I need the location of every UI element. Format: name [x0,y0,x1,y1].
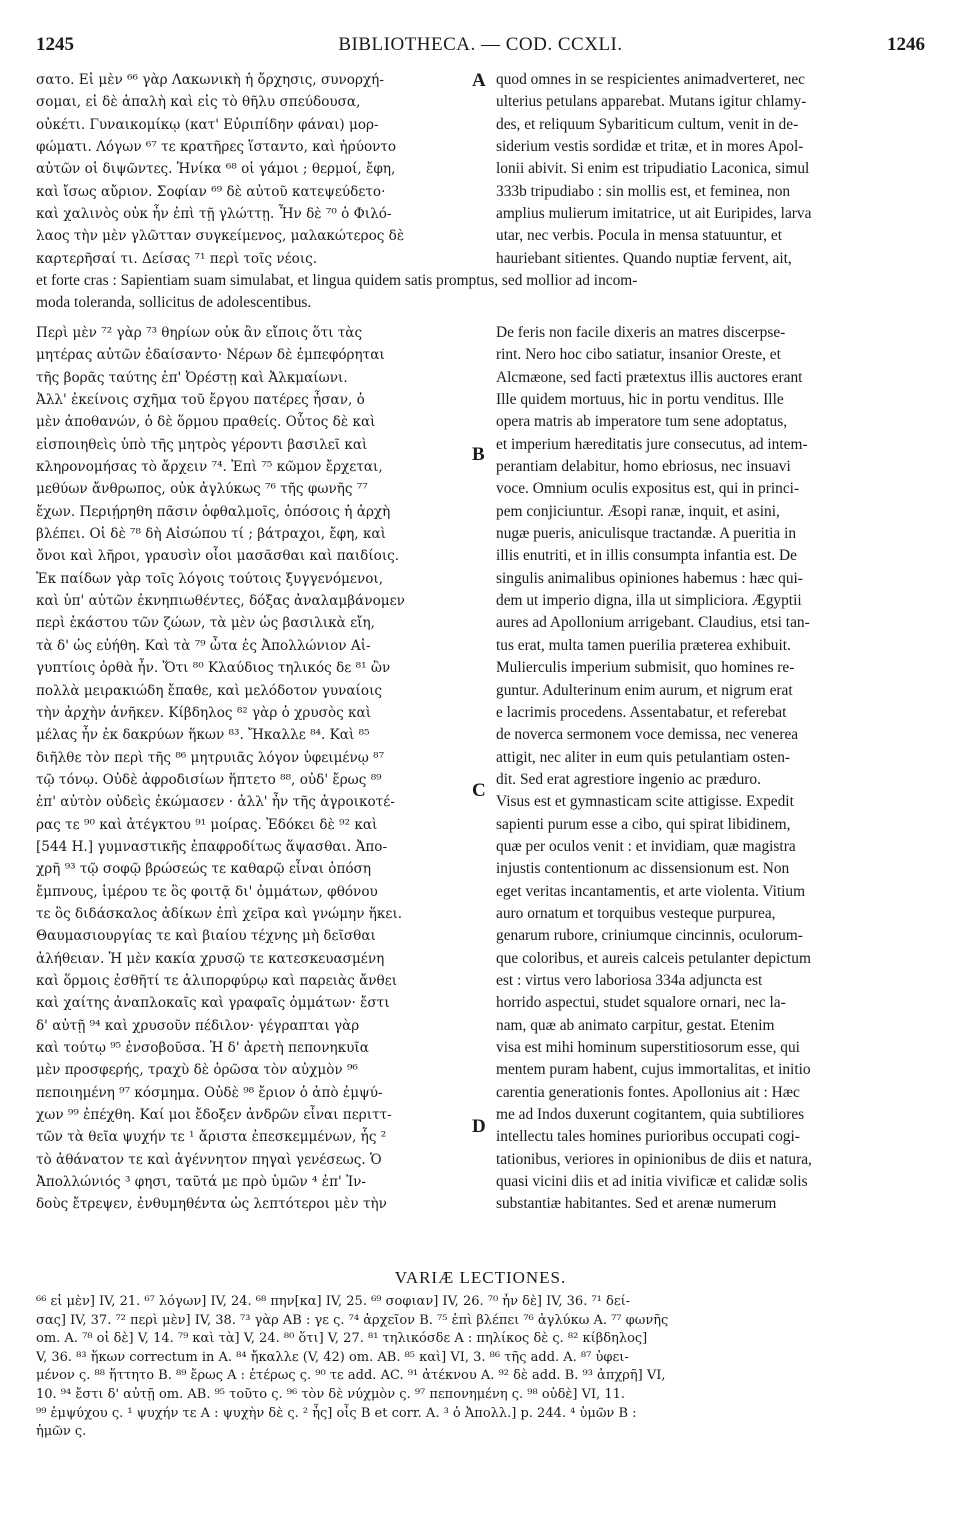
greek-text-line: τὴν ἀρχὴν ἀνῆκεν. Κίβδηλος ⁸² γὰρ ὁ χρυσὸς καὶ [36,704,372,721]
running-title: BIBLIOTHECA. — COD. CCXLI. [338,34,623,55]
latin-text-line: utar, nec verbis. Pocula in mensa statuuntur, et [496,227,782,245]
page-number-left: 1245 [36,34,74,55]
greek-text-line: ἔμπνους, ἱμέρου τε ὃς φοιτᾷ δι' ὀμμάτων, φθόνου [36,883,378,900]
latin-text-line: horrido aspectui, studet squalore ornari, nec la- [496,994,786,1012]
greek-text-line: καρτερῆσαί τι. Δείσας ⁷¹ περὶ τοῖς νέοις. [36,250,318,267]
greek-text-line: περὶ ἑκάστου τῶν ζώων, τὰ μὲν ὡς βασιλικὰ εἴη, [36,615,375,632]
variant-note-line: 10. ⁹⁴ ἔστι δ' αὐτῇ om. AB. ⁹⁵ τοῦτο ς. ⁹⁶ τὸν δὲ νύχμὸν ς. ⁹⁷ πεπονημένη ς. ⁹⁸ οὐδὲ] VI, 11. [36,1386,626,1402]
latin-text-line: Mulierculis imperium submisit, quo homines re- [496,659,795,677]
latin-text-line: substantiæ habitantes. Sed et arenæ numerum [496,1195,777,1213]
greek-text-line: μέλας ἦν ἐκ δακρύων ἥκων ⁸³. Ἤκαλλε ⁸⁴. Καὶ ⁸⁵ [36,727,370,744]
latin-text-line: de noverca sermonem voce demissa, nec venerea [496,726,799,744]
greek-text-line: οὐκέτι. Γυναικομίκῳ (κατ' Εὐριπίδην φάναι) μορ- [36,116,379,133]
latin-text-line: aures ad Apollonium arrigebant. Claudius, etsi tan- [496,614,810,632]
latin-text-line: visa est mihi hominum superstitiosorum esse, qui [496,1039,800,1056]
latin-text-line: ulterius petulans apparebat. Mutans igitur chlamy- [496,93,807,111]
greek-text-line: διῆλθε τὸν περὶ τῆς ⁸⁶ μητρυιᾶς λόγον ὑφειμένῳ ⁸⁷ [36,749,385,766]
greek-text-line: τῶν τὰ θεῖα ψυχήν τε ¹ ἄριστα ἐπεσκεμμένων, ἧς ² [36,1129,387,1146]
greek-text-line: καὶ χαίτης ἀναπλοκαῖς καὶ γραφαῖς ὀμμάτων· ἔστι [36,995,390,1012]
latin-text-line: moda toleranda, sollicitus de adolescentibus. [36,294,312,312]
greek-text-line: φώματι. Λόγων ⁶⁷ τε κρατῆρες ἵσταντο, καὶ ἠρύοντο [36,139,397,156]
greek-text-line: τὰ δ' ὡς εὐήθη. Καὶ τὰ ⁷⁹ ὦτα ἐς Ἀπολλώνιον Αἰ- [36,637,371,654]
greek-text-line: καὶ χαλινὸς οὐκ ἦν ἐπὶ τῇ γλώττῃ. Ἦν δὲ ⁷⁰ ὁ Φιλό- [36,206,392,223]
latin-text-line: amplius mulierum imitatrice, ut ait Euripides, larva [496,205,812,223]
greek-text-line: Θαυμασιουργίας τε καὶ βιαίου τέχνης μὴ δεῖσθαι [36,928,376,945]
greek-text-line: Ἐκ παίδων γὰρ τοῖς λόγοις τούτοις ξυγγενόμενοι, [36,570,384,587]
latin-text-line: De feris non facile dixeris an matres discerpse- [496,324,786,341]
latin-text-line: nugæ pueris, aniculisque tractandæ. A pueritia in [496,525,797,543]
latin-text-line: Visus est et gymnasticam scite attigisse. Expedit [496,793,794,811]
greek-text-line: τῷ τόνῳ. Οὐδὲ ἀφροδισίων ἥπτετο ⁸⁸, οὐδ' ἔρως ⁸⁹ [36,771,382,788]
greek-text-line: γυπτίοις ὀρθὰ ἦν. Ὅτι ⁸⁰ Κλαύδιος τηλικός δε ⁸¹ ὢν [36,660,391,677]
latin-text-line: est : virtus vero laboriosa 334a adjuncta est [496,971,763,989]
variant-note-line: ἡμῶν ς. [36,1424,87,1440]
latin-full-width-lines [36,270,926,315]
margin-mark-b: B [472,444,485,465]
latin-text-line: me ad Indos duxerunt cogitantem, quia subtiliores [496,1106,805,1124]
variant-note-line: V, 36. ⁸³ ἥκων correctum in A. ⁸⁴ ἤκαλλε (V, 42) om. AB. ⁸⁵ καὶ] VI, 3. ⁸⁶ τῆς add. A. ⁸⁷ ὑφει- [36,1349,629,1365]
greek-text-line: τῆς βορᾶς ταύτης ἐπ' Ὀρέστῃ καὶ Ἀλκμαίωνι. [36,369,348,386]
latin-column-block-1 [496,69,926,270]
latin-text-line: singulis animalibus opiniones habemus : hæc qui- [496,569,803,587]
latin-text-line: dem ut imperio digna, illa ut simpliciora. Ægyptii [496,592,802,610]
variant-note-line: om. A. ⁷⁸ οἱ δὲ] V, 14. ⁷⁹ καὶ τὰ] V, 24. ⁸⁰ ὅτι] V, 27. ⁸¹ τηλικόσδε A : πηλίκος δὲ ς. ⁸² κίβδηλος] [36,1331,648,1347]
greek-text-line: κληρονομήσας τὸ ἄρχειν ⁷⁴. Ἐπὶ ⁷⁵ κῶμον ἔρχεται, [36,459,383,476]
latin-column-block-2 [496,322,926,1216]
greek-text-line: χων ⁹⁹ ἐπέχθη. Καί μοι ἔδοξεν ἀνδρῶν εἶναι περιττ- [36,1107,392,1124]
latin-text-line: Alcmæone, sed facti prætextus illis auctores erant [496,368,803,386]
latin-text-line: et imperium hæreditatis jure consecutus, ad intem- [496,435,808,453]
greek-text-line: Περὶ μὲν ⁷² γὰρ ⁷³ θηρίων οὐκ ἂν εἴποις ὅτι τὰς [36,325,363,341]
greek-text-line: καὶ ὑπ' αὐτῶν ἐκνηπιωθέντες, δόξας ἀναλαμβάνομεν [36,593,405,610]
latin-text-line: que coloribus, et aureis calceis petulanter depictum [496,949,811,967]
greek-text-line: ἀλήθειαν. Ἡ μὲν κακία χρυσῷ τε κατεσκευασμένη [36,950,385,967]
greek-text-line: Ἀλλ' ἐκείνοις σχῆμα τοῦ ἔργου πατέρες ἦσαν, ὁ [36,392,365,409]
latin-text-line: pem conjiciuntur. Æsopi ranæ, inquit, et asini, [496,502,780,520]
latin-text-line: genarum rubore, criniumque cincinnis, oculorum- [496,927,803,945]
greek-text-line: μὲν προσφερής, τραχὺ δὲ ὁρῶσα τὸν αὐχμὸν ⁹⁶ [36,1062,358,1079]
greek-text-line: ὄνοι καὶ λῆροι, γραυσὶν οἷοι μασᾶσθαι καὶ παιδίοις. [36,548,400,565]
margin-mark-d: D [472,1116,486,1137]
latin-text-line: opera matris ab imperatore tum sene adoptatus, [496,413,788,431]
greek-text-line: ἔχων. Περιῄρηθη πᾶσιν ὀφθαλμοῖς, ὁπόσοις ἡ ἀρχὴ [36,503,391,520]
margin-mark-c: C [472,780,486,801]
latin-text-line: quod omnes in se respicientes animadverteret, nec [496,71,805,88]
variae-lectiones-title: VARIÆ LECTIONES. [394,1268,567,1287]
greek-text-line: δ' αὐτῇ ⁹⁴ καὶ χρυσοῦν πέδιλον· γέγραπται γὰρ [36,1017,360,1034]
variant-note-line: μένον ς. ⁸⁸ ἥττητο B. ⁸⁹ ἔρως A : ἑτέρως ς. ⁹⁰ τε add. AC. ⁹¹ ἀτέκνου A. ⁹² δὲ add. B. ⁹³ ἀπχρῆ] VI, [36,1368,666,1384]
greek-text-line: βλέπει. Οἱ δὲ ⁷⁸ δὴ Αἰσώπου τί ; βάτραχοι, ἔφη, καὶ [36,526,386,543]
greek-text-line: καὶ ὅρμοις ἐσθῆτί τε ἁλιπορφύρῳ καὶ παρειὰς ἄνθει [36,972,398,989]
greek-column-block-2 [36,322,468,1216]
latin-text-line: intellectu tales homines purioribus occupati cogi- [496,1128,800,1146]
running-header [36,34,925,58]
latin-text-line: voce. Omnium oculis expositus est, qui in princi- [496,480,800,498]
latin-text-line: lonii abivit. Si enim est tripudiatio Laconica, simul [496,160,810,178]
latin-text-line: des, et reliquum Sybariticum cultum, venit in de- [496,115,799,133]
latin-text-line: perantiam delabitur, homo ebriosus, nec insuavi [496,458,791,476]
latin-text-line: et forte cras : Sapientiam suam simulabat, et lingua quidem satis promptus, sed mollior ad incom- [36,272,638,289]
greek-text-line: καὶ ἴσως αὔριον. Σοφίαν ⁶⁹ δὲ αὐτοῦ κατεψεύδετο· [36,183,386,200]
margin-mark-a: A [472,70,486,91]
latin-text-line: guntur. Adulterinum enim aurum, et nigrum erat [496,681,793,699]
greek-text-line: μεθύων ἄνθρωπος, οὐκ ἀγλύκως ⁷⁶ τῆς φωνῆς ⁷⁷ [36,481,368,498]
latin-text-line: carentia generationis fontes. Apollonius ait : Hæc [496,1083,800,1101]
variant-note-line: ⁶⁶ εἰ μὲν] IV, 21. ⁶⁷ λόγων] IV, 24. ⁶⁸ πην[κα] IV, 25. ⁶⁹ σοφιαν] IV, 26. ⁷⁰ ἦν δὲ] IV, 36. ⁷¹ δεί- [36,1294,631,1309]
greek-text-line: πεποιημένη ⁹⁷ κόσμημα. Οὐδὲ ⁹⁸ ἔριον ὁ ἀπὸ ἐμψύ- [36,1084,383,1101]
latin-text-line: eget veritas incantamentis, et arte violenta. Vitium [496,882,806,900]
latin-text-line: 333b tripudiabo : sin mollis est, et feminea, non [496,182,791,200]
latin-text-line: quæ per oculos venit : et invidiam, quæ magistra [496,837,796,855]
greek-text-line: καὶ τούτῳ ⁹⁵ ἐνσοβοῦσα. Ἡ δ' ἀρετὴ πεπονηκυῖα [36,1040,369,1056]
latin-text-line: sapienti purum esse a cibo, qui spirat libidinem, [496,815,791,833]
greek-text-line: σομαι, εἰ δὲ ἁπαλὴ καὶ εἰς τὸ θῆλυ σπεύδουσα, [36,94,361,111]
greek-text-line: μὲν ἀποθανών, ὁ δὲ ὅρμου πραθείς. Οὗτος δὲ καὶ [36,414,376,431]
greek-column-block-1 [36,69,468,270]
greek-text-line: ρας τε ⁹⁰ καὶ ἀτέγκτου ⁹¹ μοίρας. Ἐδόκει δὲ ⁹² καὶ [36,816,378,833]
latin-text-line: tus erat, multa tamen puerilia præterea exhibuit. [496,636,791,654]
latin-text-line: hauriebant sitientes. Quando nuptiæ fervent, ait, [496,249,792,267]
greek-text-line: δοὺς ἔτρεψεν, ἐνθυμηθέντα ὡς λεπτότεροι μὲν τὴν [36,1196,387,1213]
latin-text-line: e lacrimis procedens. Assentabatur, et referebat [496,703,787,721]
variant-note-line: σας] IV, 37. ⁷² περὶ μὲν] IV, 38. ⁷³ γὰρ AB : γε ς. ⁷⁴ ἀρχεῖον B. ⁷⁵ ἐπὶ βλέπει ⁷⁶ ἀγλύκω A. ⁷⁷ φωνῆς [36,1312,669,1328]
latin-text-line: attigit, nec aliter in eum quis petulantiam osten- [496,748,791,766]
greek-text-line: αὐτῶν οἱ διψῶντες. Ἡνίκα ⁶⁸ οἱ γάμοι ; θερμοί, ἔφη, [36,161,396,178]
latin-text-line: quasi vicini diis et ad initia vivificæ et calidæ solis [496,1173,808,1191]
greek-text-line: τὸ ἀθάνατον τε καὶ ἀγέννητον πηγαὶ γενέσεως. Ὁ [36,1151,382,1168]
variant-note-line: ⁹⁹ ἐμψύχου ς. ¹ ψυχήν τε A : ψυχὴν δὲ ς. ² ἧς] οἷς B et corr. A. ³ ὁ Ἀπολλ.] p. 244. ⁴ ὑμῶν B : [36,1405,637,1421]
variae-lectiones-notes [36,1293,926,1442]
greek-text-line: εἰσποιηθεὶς ὑπὸ τῆς μητρὸς γέροντι βασιλεῖ καὶ [36,436,368,453]
latin-text-line: rint. Nero hoc cibo satiatur, insanior Oreste, et [496,346,781,364]
latin-text-line: siderium vestis sordidæ et tritæ, et in mores Apol- [496,138,804,156]
latin-text-line: dit. Sed erat agrestiore ingenio ac præduro. [496,770,761,788]
latin-text-line: Ille quidem mortuus, hic in portu venditus. Ille [496,391,784,409]
latin-text-line: injustis contentionum ac dissensionum est. Non [496,860,790,878]
greek-text-line: [544 H.] γυμναστικῆς ἐπαφροδίτως ἅψασθαι. Ἀπο- [36,838,388,855]
greek-text-line: Ἀπολλώνιός ³ φησι, ταῦτά με πρὸ ὑμῶν ⁴ ἐπ' Ἰν- [36,1174,367,1191]
latin-text-line: mentem puram habent, cujus immortalitas, et initio [496,1061,811,1079]
latin-text-line: nam, quæ ab animato carpitur, gestat. Etenim [496,1016,775,1034]
latin-text-line: illis enutriti, et in illis consumpta infantia est. De [496,547,797,565]
page-number-right: 1246 [887,34,925,55]
greek-text-line: ἐπ' αὐτὸν οὐδεὶς ἐκώμασεν · ἀλλ' ἦν τῆς ἀγροικοτέ- [36,794,395,811]
greek-text-line: χρῆ ⁹³ τῷ σοφῷ βρώσεώς τε καθαρῷ εἶναι ὁπόση [36,861,372,878]
latin-text-line: tationibus, veriores in opinionibus de diis et natura, [496,1150,812,1168]
greek-text-line: μητέρας αὐτῶν ἐδαίσαντο· Νέρων δὲ ἐμπεφόρηται [36,347,385,364]
latin-text-line: auro ornatum et torquibus vesteque purpurea, [496,904,776,922]
greek-text-line: τε ὃς διδάσκαλος ἀδίκων ἐπὶ χεῖρα καὶ γνώμην ἥκει. [36,905,403,922]
greek-text-line: λαος τὴν μὲν γλῶτταν συγκείμενος, μαλακώτερος δὲ [36,228,405,245]
greek-text-line: σατο. Εἰ μὲν ⁶⁶ γὰρ Λακωνικὴ ἡ ὄρχησις, συνορχή- [36,72,384,88]
greek-text-line: πολλὰ μειρακιώδη ἔπαθε, καὶ μελόδοτον γυναίοις [36,682,383,699]
